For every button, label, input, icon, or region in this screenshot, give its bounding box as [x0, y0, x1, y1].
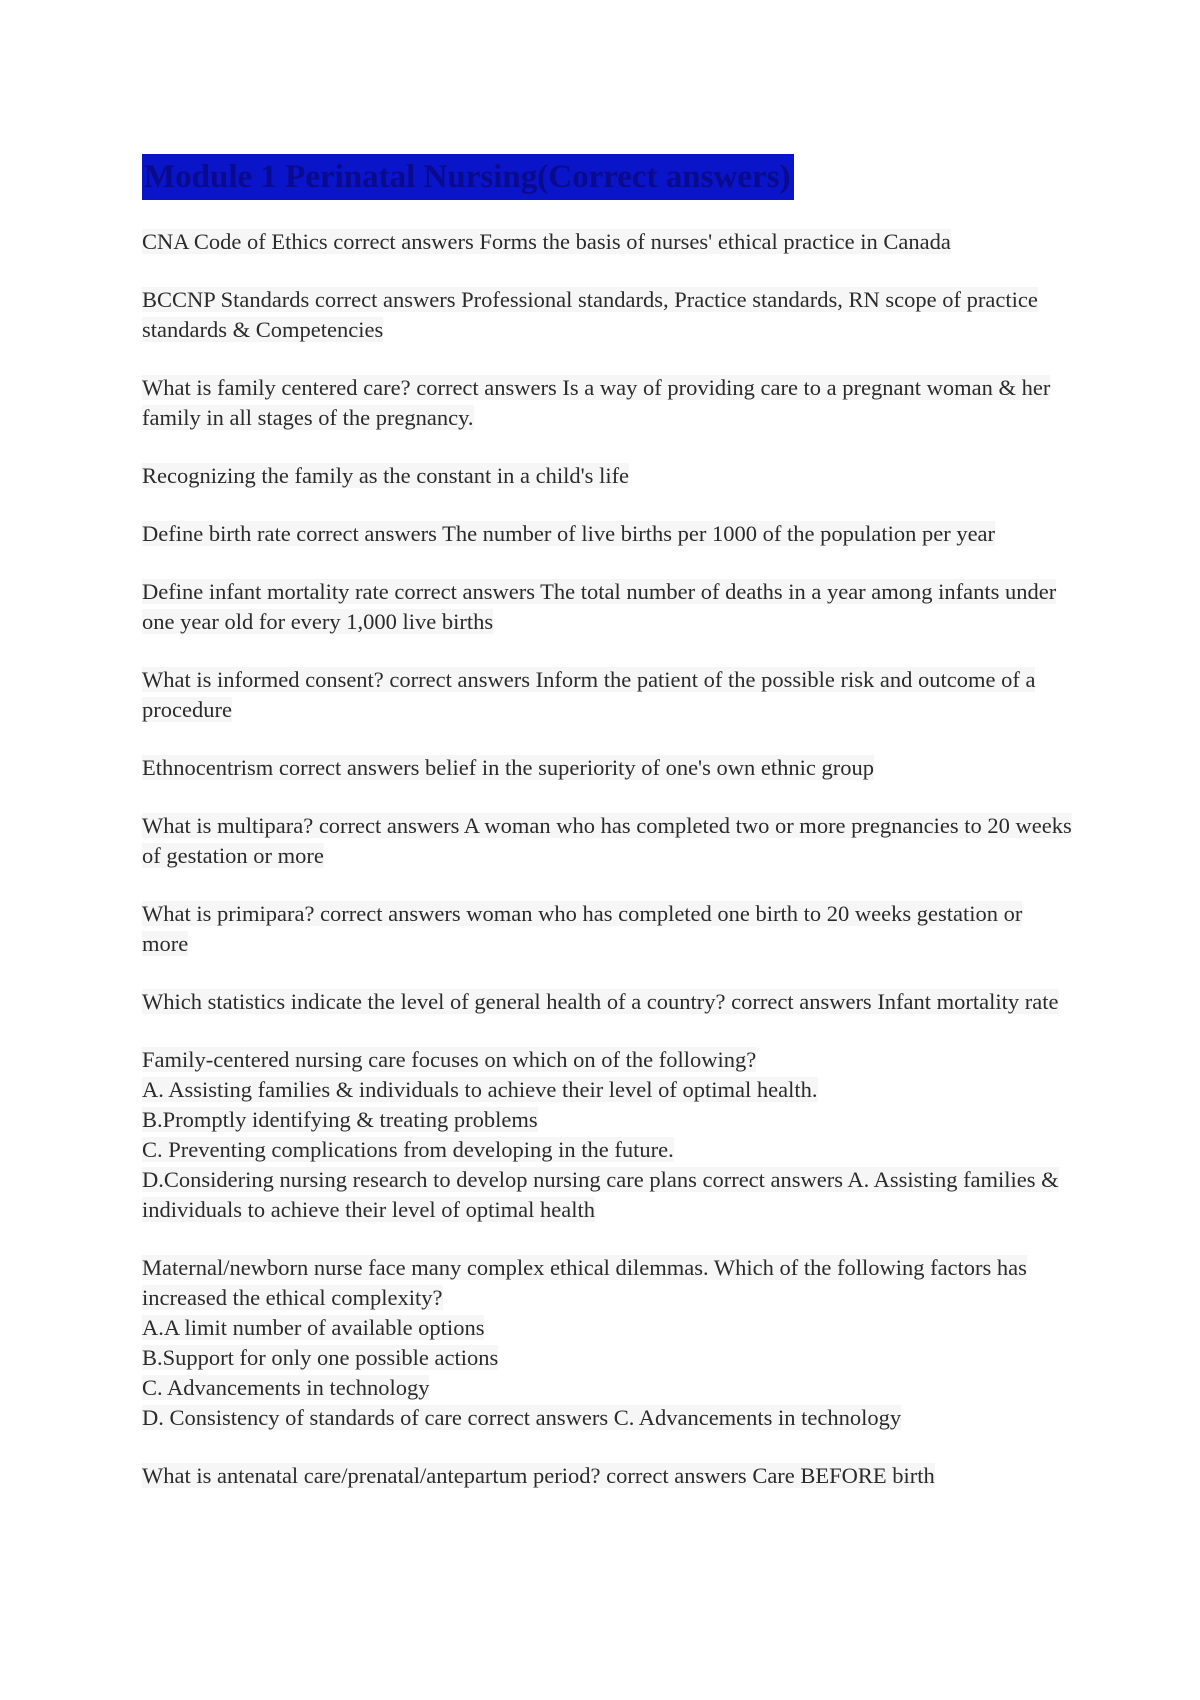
line-text: D. Consistency of standards of care correct answers C. Advancements in technology	[142, 1405, 902, 1430]
paragraph-line	[142, 1253, 1072, 1313]
paragraph-line	[142, 373, 1072, 433]
paragraph-line	[142, 1165, 1072, 1225]
line-text: What is multipara? correct answers A woman who has completed two or more pregnancies to 20 weeks of gestation or more	[142, 813, 1072, 868]
line-text: CNA Code of Ethics correct answers Forms the basis of nurses' ethical practice in Canada	[142, 229, 951, 254]
line-text: What is family centered care? correct answers Is a way of providing care to a pregnant woman & her family in all stages of the pregnancy.	[142, 375, 1051, 430]
page-title: Module 1 Perinatal Nursing(Correct answers)	[142, 154, 794, 200]
qa-paragraph	[142, 285, 1072, 345]
paragraph-line	[142, 1135, 1072, 1165]
paragraph-line	[142, 1313, 1072, 1343]
paragraph-line	[142, 1045, 1072, 1075]
qa-paragraph	[142, 373, 1072, 433]
paragraph-line	[142, 1343, 1072, 1373]
paragraph-line	[142, 461, 1072, 491]
line-text: Ethnocentrism correct answers belief in the superiority of one's own ethnic group	[142, 755, 874, 780]
line-text: What is primipara? correct answers woman who has completed one birth to 20 weeks gestation or more	[142, 901, 1023, 956]
line-text: What is antenatal care/prenatal/antepartum period? correct answers Care BEFORE birth	[142, 1463, 935, 1488]
paragraph-line	[142, 899, 1072, 959]
qa-paragraph	[142, 1461, 1072, 1491]
paragraph-line	[142, 1105, 1072, 1135]
qa-paragraph	[142, 1253, 1072, 1433]
line-text: C. Advancements in technology	[142, 1375, 430, 1400]
paragraph-line	[142, 811, 1072, 871]
line-text: Define birth rate correct answers The number of live births per 1000 of the population per year	[142, 521, 996, 546]
paragraph-line	[142, 519, 1072, 549]
paragraph-line	[142, 753, 1072, 783]
title-container	[142, 154, 794, 200]
paragraph-line	[142, 665, 1072, 725]
qa-paragraph	[142, 227, 1072, 257]
qa-paragraph	[142, 665, 1072, 725]
line-text: D.Considering nursing research to develop nursing care plans correct answers A. Assisting families & individuals to achieve their level of optimal health	[142, 1167, 1059, 1222]
qa-paragraph	[142, 577, 1072, 637]
paragraph-line	[142, 987, 1072, 1017]
qa-paragraph	[142, 811, 1072, 871]
qa-paragraph	[142, 461, 1072, 491]
line-text: What is informed consent? correct answers Inform the patient of the possible risk and outcome of a procedure	[142, 667, 1036, 722]
qa-paragraph	[142, 1045, 1072, 1225]
paragraph-line	[142, 1403, 1072, 1433]
line-text: Family-centered nursing care focuses on which on of the following?	[142, 1047, 757, 1072]
line-text: B.Promptly identifying & treating problems	[142, 1107, 538, 1132]
line-text: Which statistics indicate the level of general health of a country? correct answers Infant mortality rate	[142, 989, 1059, 1014]
line-text: Maternal/newborn nurse face many complex ethical dilemmas. Which of the following factors has increased the ethical complexity?	[142, 1255, 1027, 1310]
line-text: Define infant mortality rate correct answers The total number of deaths in a year among infants under one year old for every 1,000 live births	[142, 579, 1057, 634]
paragraph-line	[142, 285, 1072, 345]
qa-paragraph	[142, 899, 1072, 959]
line-text: Recognizing the family as the constant in a child's life	[142, 463, 630, 488]
paragraph-line	[142, 1461, 1072, 1491]
paragraph-line	[142, 1075, 1072, 1105]
line-text: B.Support for only one possible actions	[142, 1345, 499, 1370]
line-text: A.A limit number of available options	[142, 1315, 485, 1340]
qa-paragraph	[142, 987, 1072, 1017]
paragraph-line	[142, 577, 1072, 637]
qa-paragraph	[142, 753, 1072, 783]
line-text: C. Preventing complications from developing in the future.	[142, 1137, 674, 1162]
document-body	[142, 227, 1072, 1519]
paragraph-line	[142, 227, 1072, 257]
qa-paragraph	[142, 519, 1072, 549]
paragraph-line	[142, 1373, 1072, 1403]
line-text: A. Assisting families & individuals to achieve their level of optimal health.	[142, 1077, 818, 1102]
line-text: BCCNP Standards correct answers Professional standards, Practice standards, RN scope of practice standards & Competencies	[142, 287, 1038, 342]
